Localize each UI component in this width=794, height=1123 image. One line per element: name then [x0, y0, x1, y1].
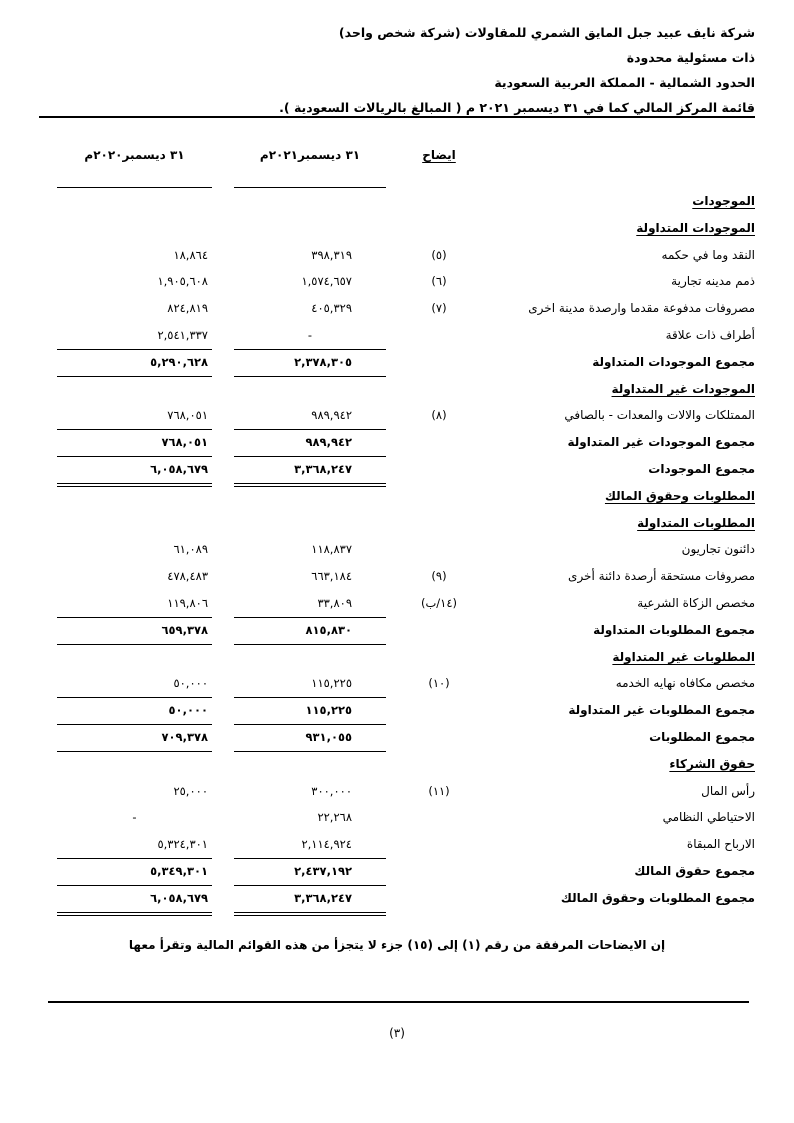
column-gap [386, 831, 406, 859]
value-2020: ٨٢٤,٨١٩ [167, 301, 208, 316]
value-2020: ٢,٥٤١,٣٣٧ [57, 322, 212, 350]
year-2021-column-header: ٣١ ديسمبر٢٠٢١م [234, 146, 386, 188]
note-reference [406, 724, 472, 752]
note-reference: (٨) [431, 408, 447, 423]
column-gap [212, 697, 234, 725]
total-row [39, 617, 755, 644]
value-2021: ٩٣١,٠٥٥ [234, 724, 386, 752]
note-reference: (١١) [428, 783, 450, 798]
table-row [39, 242, 755, 269]
row-label [472, 724, 755, 752]
note-reference: (٥) [431, 247, 447, 262]
value-2020 [57, 188, 212, 215]
column-gap [212, 215, 234, 242]
value-2021 [234, 751, 386, 778]
row-label-text: النقد وما في حكمه [661, 247, 755, 262]
column-gap [386, 644, 406, 671]
value-2021: ١١٥,٢٢٥ [234, 670, 386, 698]
table-row [39, 778, 755, 805]
row-label [472, 510, 755, 537]
row-label [472, 858, 755, 886]
value-2020 [57, 215, 212, 242]
row-label [472, 697, 755, 725]
row-label-text: الارباح المبقاة [686, 837, 755, 852]
column-gap [212, 349, 234, 377]
value-2021: ٣,٣٦٨,٢٤٧ [234, 456, 386, 487]
row-label [472, 429, 755, 457]
value-2021: ٢٢,٢٦٨ [317, 810, 352, 825]
note-reference [406, 429, 472, 457]
section-heading-row [39, 644, 755, 671]
column-gap [386, 590, 406, 618]
value-2020: ٦١,٠٨٩ [173, 542, 208, 557]
value-2020: ٥٠,٠٠٠ [57, 697, 212, 725]
row-label-text: مخصص الزكاة الشرعية [637, 595, 755, 610]
value-2020: ١,٩٠٥,٦٠٨ [157, 274, 208, 289]
value-2020 [57, 644, 212, 671]
column-gap [386, 295, 406, 322]
value-2021: ٩٨٩,٩٤٢ [234, 402, 386, 430]
row-label [472, 536, 755, 563]
statement-title: قائمة المركز المالي كما في ٣١ ديسمبر ٢٠٢١ م ( المبالغ بالريالات السعودية ). [279, 100, 755, 115]
column-gap [212, 885, 234, 916]
section-heading-row [39, 510, 755, 537]
table-row [39, 268, 755, 295]
row-label-text: رأس المال [701, 783, 755, 798]
section-heading-row [39, 376, 755, 403]
table-row [39, 402, 755, 429]
value-2021: ٣٠٠,٠٠٠ [311, 783, 352, 798]
row-label-text: الموجودات غير المتداولة [611, 381, 755, 396]
value-2020: ١١٩,٨٠٦ [57, 590, 212, 618]
value-2020 [57, 510, 212, 537]
column-gap [386, 510, 406, 537]
value-2021 [234, 510, 386, 537]
row-label-text: دائنون تجاريون [681, 542, 755, 557]
row-label [472, 483, 755, 510]
note-reference [406, 885, 472, 916]
row-label-text: مجموع المطلوبات المتداولة [593, 622, 755, 637]
company-type: ذات مسئولية محدودة [626, 50, 755, 65]
value-2021 [234, 188, 386, 215]
value-2021: ١١٥,٢٢٥ [234, 697, 386, 725]
note-reference [406, 697, 472, 725]
year-2020-column-header: ٣١ ديسمبر٢٠٢٠م [57, 146, 212, 188]
column-gap [386, 858, 406, 886]
column-gap [212, 242, 234, 269]
column-gap [212, 751, 234, 778]
total-row [39, 697, 755, 724]
notes-disclaimer: إن الايضاحات المرفقة من رقم (١) إلى (١٥) جزء لا يتجزأ من هذه القوائم المالية وتقرأ معها [128, 938, 666, 952]
column-gap [212, 188, 234, 215]
note-reference [406, 376, 472, 403]
column-gap [212, 510, 234, 537]
row-label-text: ذمم مدينه تجارية [671, 274, 755, 289]
company-location: الحدود الشمالية - المملكة العربية السعودية [494, 75, 755, 90]
note-reference [406, 751, 472, 778]
value-2020: ٦٥٩,٣٧٨ [57, 617, 212, 645]
column-gap [386, 268, 406, 295]
value-2021: ٢,٣٧٨,٣٠٥ [234, 349, 386, 377]
note-reference: (١٠) [428, 676, 450, 691]
note-reference [406, 617, 472, 645]
note-reference [406, 858, 472, 886]
table-row [39, 536, 755, 563]
row-label-text: مجموع حقوق المالك [634, 863, 755, 878]
row-label-text: مصروفات مستحقة أرصدة دائنة أخرى [568, 569, 755, 584]
column-gap [212, 778, 234, 805]
column-gap [212, 670, 234, 698]
note-reference [406, 483, 472, 510]
column-gap [386, 563, 406, 590]
row-label [472, 215, 755, 242]
note-reference [406, 322, 472, 350]
row-label [472, 349, 755, 377]
value-2021: ٣,٣٦٨,٢٤٧ [234, 885, 386, 916]
note-column-header: ايضاح [422, 148, 456, 162]
value-2020: ٧٠٩,٣٧٨ [57, 724, 212, 752]
column-gap [386, 670, 406, 698]
row-label-text: الاحتياطي النظامي [662, 810, 755, 825]
note-reference [406, 510, 472, 537]
column-gap [212, 831, 234, 859]
value-2021 [234, 215, 386, 242]
total-row [39, 349, 755, 376]
row-label-text: مجموع المطلوبات [649, 729, 755, 744]
value-2020: ٦,٠٥٨,٦٧٩ [57, 885, 212, 916]
column-gap [212, 536, 234, 563]
row-label [472, 242, 755, 269]
value-2020: ١٨,٨٦٤ [173, 247, 208, 262]
document-header [39, 20, 755, 120]
row-label [472, 831, 755, 859]
column-gap [386, 751, 406, 778]
table-row [39, 831, 755, 858]
total-row [39, 456, 755, 483]
column-gap [212, 295, 234, 322]
value-2020 [57, 483, 212, 510]
row-label-text: مخصص مكافاه نهايه الخدمه [615, 676, 755, 691]
row-label-text: المطلوبات المتداولة [637, 515, 755, 530]
value-2021: ٨١٥,٨٣٠ [234, 617, 386, 645]
column-gap [386, 349, 406, 377]
row-label-text: المطلوبات غير المتداولة [612, 649, 755, 664]
value-2021: ٤٠٥,٣٢٩ [311, 301, 352, 316]
column-gap [386, 778, 406, 805]
total-row [39, 429, 755, 456]
value-2020: ٦,٠٥٨,٦٧٩ [57, 456, 212, 487]
page-number: (٣) [389, 1026, 405, 1040]
value-2020 [57, 751, 212, 778]
note-reference [406, 536, 472, 563]
column-gap [212, 563, 234, 590]
header-divider-line [39, 116, 755, 118]
row-label-text: مجموع الموجودات [648, 461, 755, 476]
value-2020: ٥٠,٠٠٠ [57, 670, 212, 698]
column-gap [386, 242, 406, 269]
row-label [472, 402, 755, 430]
row-label [472, 295, 755, 322]
column-gap [212, 590, 234, 618]
table-rows [39, 188, 755, 912]
value-2021: ٣٣,٨٠٩ [234, 590, 386, 618]
value-2021: ٢,١١٤,٩٢٤ [234, 831, 386, 859]
value-2020: ٥,٣٤٩,٣٠١ [57, 858, 212, 886]
note-reference [406, 215, 472, 242]
table-row [39, 670, 755, 697]
note-reference: (٩) [431, 569, 447, 584]
row-label [472, 751, 755, 778]
column-gap [386, 376, 406, 403]
row-label [472, 617, 755, 645]
row-label-text: حقوق الشركاء [669, 756, 755, 771]
column-gap [386, 322, 406, 350]
footer-divider-line [48, 1001, 749, 1003]
balance-sheet-table [39, 142, 755, 912]
column-gap [212, 644, 234, 671]
row-label [472, 885, 755, 916]
column-gap [386, 536, 406, 563]
column-gap [212, 376, 234, 403]
row-label-text: مصروفات مدفوعة مقدما وارصدة مدينة اخرى [528, 301, 755, 316]
label-column-header [472, 146, 755, 188]
column-gap [386, 804, 406, 831]
table-row [39, 804, 755, 831]
column-gap [386, 885, 406, 916]
value-2020: ٢٥,٠٠٠ [173, 783, 208, 798]
row-label [472, 670, 755, 698]
row-label [472, 322, 755, 350]
column-gap [386, 617, 406, 645]
section-heading-row [39, 483, 755, 510]
table-row [39, 590, 755, 617]
column-gap [212, 858, 234, 886]
row-label-text: المطلوبات وحقوق المالك [604, 488, 755, 503]
row-label-text: أطراف ذات علاقة [665, 327, 755, 342]
value-2021 [234, 376, 386, 403]
note-reference [406, 831, 472, 859]
row-label [472, 778, 755, 805]
value-2021 [234, 483, 386, 510]
note-reference [406, 644, 472, 671]
value-2020: ٧٦٨,٠٥١ [57, 402, 212, 430]
row-label [472, 376, 755, 403]
row-label-text: مجموع المطلوبات غير المتداولة [568, 703, 755, 718]
value-2020: ٧٦٨,٠٥١ [57, 429, 212, 457]
row-label-text: مجموع المطلوبات وحقوق المالك [560, 890, 755, 905]
row-label-text: الموجودات [692, 194, 755, 208]
column-gap [212, 724, 234, 752]
column-gap [386, 188, 406, 215]
value-2020: ٥,٢٩٠,٦٢٨ [57, 349, 212, 377]
value-2021: ٣٩٨,٣١٩ [311, 247, 352, 262]
value-2020: ٤٧٨,٤٨٣ [167, 569, 208, 584]
note-reference: (١٤/ب) [420, 595, 458, 610]
note-reference: (٦) [431, 274, 447, 289]
value-2021: ٩٨٩,٩٤٢ [234, 429, 386, 457]
column-gap [212, 617, 234, 645]
value-2020 [57, 376, 212, 403]
table-row [39, 295, 755, 322]
column-gap [212, 268, 234, 295]
column-gap [386, 483, 406, 510]
row-label [472, 590, 755, 618]
table-column-headers [39, 142, 755, 188]
note-reference [406, 804, 472, 831]
total-row [39, 858, 755, 885]
value-2020: ٥,٣٢٤,٣٠١ [57, 831, 212, 859]
column-gap [386, 429, 406, 457]
row-label [472, 804, 755, 831]
value-2021: - [234, 322, 386, 350]
column-gap [212, 322, 234, 350]
total-row [39, 885, 755, 912]
row-label [472, 563, 755, 590]
row-label [472, 188, 755, 215]
column-gap [212, 429, 234, 457]
row-label-text: مجموع الموجودات المتداولة [592, 354, 755, 369]
value-2020: - [132, 810, 137, 825]
column-gap [386, 724, 406, 752]
section-heading-row [39, 751, 755, 778]
column-gap [386, 402, 406, 430]
column-gap [386, 215, 406, 242]
note-reference [406, 188, 472, 215]
section-heading-row [39, 188, 755, 215]
total-row [39, 724, 755, 751]
table-row [39, 563, 755, 590]
row-label-text: مجموع الموجودات غير المتداولة [567, 435, 755, 450]
row-label-text: الممتلكات والالات والمعدات - بالصافي [564, 408, 755, 423]
row-label-text: الموجودات المتداولة [636, 220, 755, 235]
row-label [472, 268, 755, 295]
column-gap [386, 697, 406, 725]
row-label [472, 644, 755, 671]
value-2021: ١١٨,٨٣٧ [311, 542, 352, 557]
value-2021: ٢,٤٣٧,١٩٢ [234, 858, 386, 886]
note-reference: (٧) [431, 301, 447, 316]
value-2021 [234, 644, 386, 671]
column-gap [212, 804, 234, 831]
value-2021: ١,٥٧٤,٦٥٧ [301, 274, 352, 289]
section-heading-row [39, 215, 755, 242]
table-row [39, 322, 755, 349]
company-name: شركة نايف عبيد جبل المايق الشمري للمقاولات (شركة شخص واحد) [338, 25, 755, 40]
note-reference [406, 349, 472, 377]
column-gap [212, 483, 234, 510]
value-2021: ٦٦٣,١٨٤ [311, 569, 352, 584]
column-gap [212, 402, 234, 430]
